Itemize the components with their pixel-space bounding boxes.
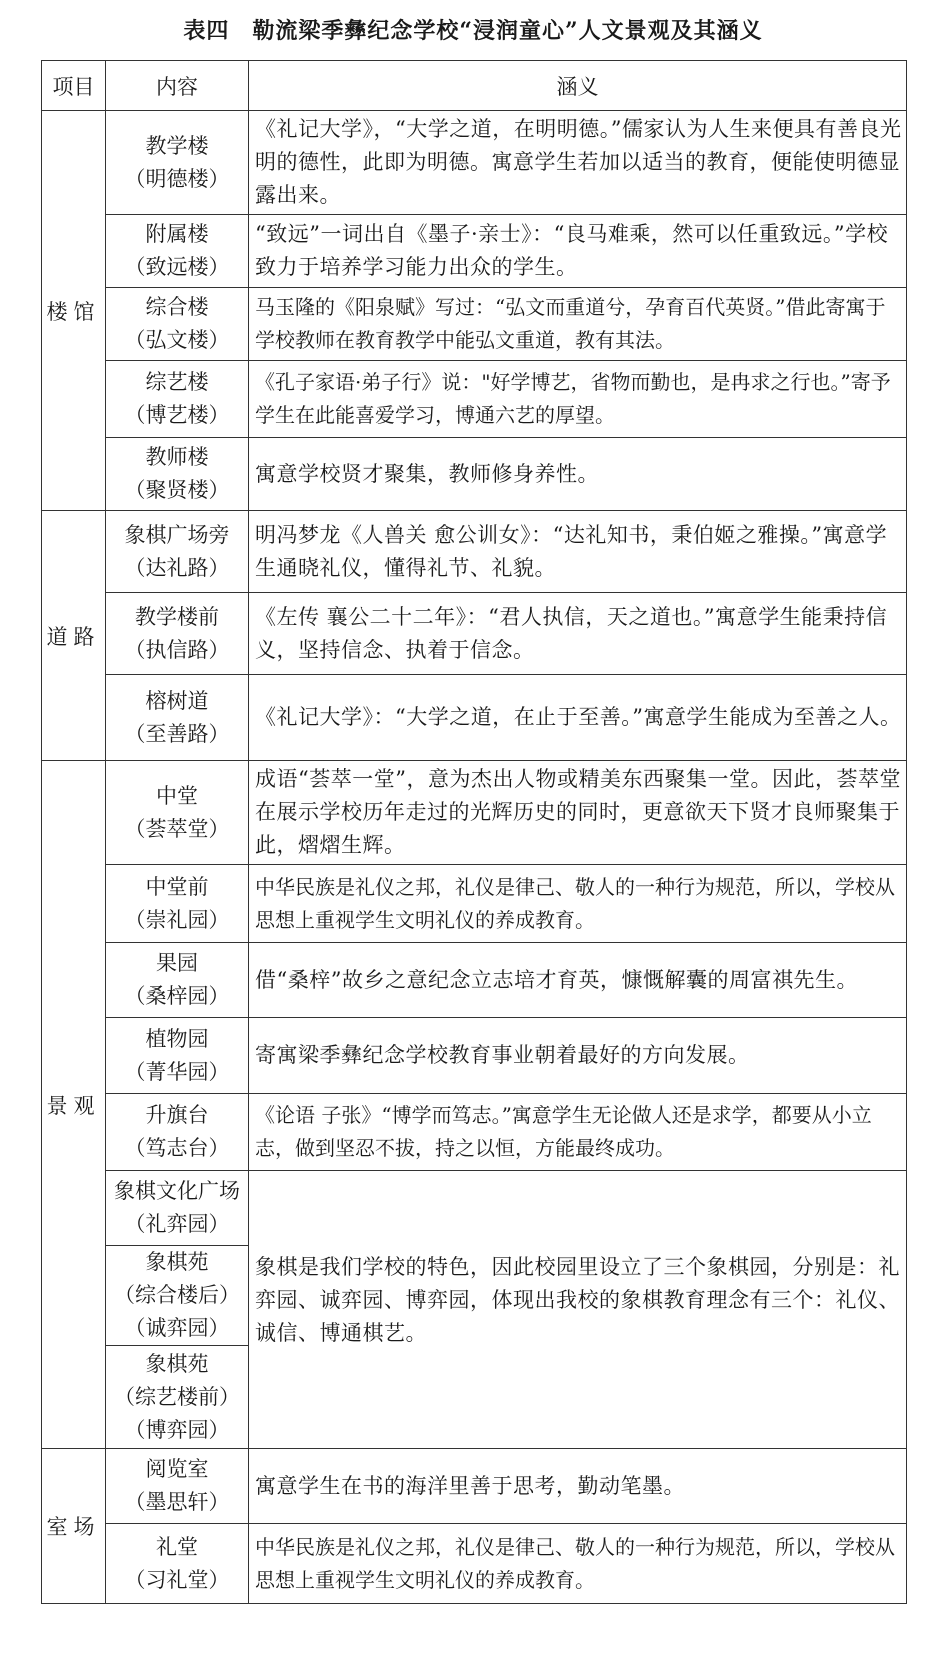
table-row bbox=[42, 1094, 907, 1171]
meaning-cell: 《礼记大学》：“大学之道，在止于至善。”寓意学生能成为至善之人。 bbox=[249, 675, 907, 761]
table-row bbox=[42, 438, 907, 511]
table-row bbox=[42, 361, 907, 438]
table-row bbox=[42, 511, 907, 593]
category-cell: 楼馆 bbox=[42, 111, 106, 511]
meaning-cell: “致远”一词出自《墨子·亲士》：“良马难乘，然可以任重致远。”学校致力于培养学习能力出众的学生。 bbox=[249, 215, 907, 288]
header-row bbox=[42, 61, 907, 111]
item-cell: 综艺楼 （博艺楼） bbox=[106, 361, 249, 438]
meaning-cell: 《论语 子张》“博学而笃志。”寓意学生无论做人还是求学，都要从小立志，做到坚忍不拔，持之以恒，方能最终成功。 bbox=[249, 1094, 907, 1171]
header-meaning: 涵义 bbox=[249, 61, 907, 111]
item-cell: 象棋文化广场 （礼弈园） bbox=[106, 1171, 249, 1246]
meaning-cell: 借“桑梓”故乡之意纪念立志培才育英，慷慨解囊的周富祺先生。 bbox=[249, 943, 907, 1018]
meaning-cell: 寓意学生在书的海洋里善于思考，勤动笔墨。 bbox=[249, 1449, 907, 1524]
header-category: 项目 bbox=[42, 61, 106, 111]
item-cell: 中堂前 （崇礼园） bbox=[106, 865, 249, 943]
item-cell: 植物园 （菁华园） bbox=[106, 1018, 249, 1094]
item-cell: 礼堂 （习礼堂） bbox=[106, 1524, 249, 1604]
meaning-cell: 象棋是我们学校的特色，因此校园里设立了三个象棋园，分别是：礼弈园、诚弈园、博弈园，体现出我校的象棋教育理念有三个：礼仪、诚信、博通棋艺。 bbox=[249, 1171, 907, 1449]
table-row bbox=[42, 761, 907, 865]
meaning-cell: 《左传 襄公二十二年》：“君人执信，天之道也。”寓意学生能秉持信义，坚持信念、执着于信念。 bbox=[249, 593, 907, 675]
category-cell: 道路 bbox=[42, 511, 106, 761]
table-row bbox=[42, 215, 907, 288]
item-cell: 教学楼 （明德楼） bbox=[106, 111, 249, 215]
landscape-table bbox=[41, 60, 907, 1604]
item-cell: 附属楼 （致远楼） bbox=[106, 215, 249, 288]
item-cell: 阅览室 （墨思轩） bbox=[106, 1449, 249, 1524]
table-row bbox=[42, 1018, 907, 1094]
meaning-cell: 《孔子家语·弟子行》说："好学博艺，省物而勤也，是冉求之行也。”寄予学生在此能喜爱学习，博通六艺的厚望。 bbox=[249, 361, 907, 438]
category-cell: 室场 bbox=[42, 1449, 106, 1604]
meaning-cell: 中华民族是礼仪之邦，礼仪是律己、敬人的一种行为规范，所以，学校从思想上重视学生文明礼仪的养成教育。 bbox=[249, 1524, 907, 1604]
meaning-cell: 马玉隆的《阳泉赋》写过：“弘文而重道兮，孕育百代英贤。”借此寄寓于学校教师在教育教学中能弘文重道，教有其法。 bbox=[249, 288, 907, 361]
header-content: 内容 bbox=[106, 61, 249, 111]
table-row bbox=[42, 1171, 907, 1246]
table-row bbox=[42, 1449, 907, 1524]
item-cell: 升旗台 （笃志台） bbox=[106, 1094, 249, 1171]
meaning-cell: 寓意学校贤才聚集，教师修身养性。 bbox=[249, 438, 907, 511]
item-cell: 象棋苑 （综艺楼前） （博弈园） bbox=[106, 1346, 249, 1449]
item-cell: 教师楼 （聚贤楼） bbox=[106, 438, 249, 511]
item-cell: 象棋苑 （综合楼后） （诚弈园） bbox=[106, 1246, 249, 1346]
meaning-cell: 成语“荟萃一堂”，意为杰出人物或精美东西聚集一堂。因此，荟萃堂在展示学校历年走过的光辉历史的同时，更意欲天下贤才良师聚集于此，熠熠生辉。 bbox=[249, 761, 907, 865]
item-cell: 教学楼前 （执信路） bbox=[106, 593, 249, 675]
table-row bbox=[42, 111, 907, 215]
table-row bbox=[42, 865, 907, 943]
item-cell: 中堂 （荟萃堂） bbox=[106, 761, 249, 865]
meaning-cell: 明冯梦龙《人兽关 愈公训女》：“达礼知书，秉伯姬之雅操。”寓意学生通晓礼仪，懂得礼节、礼貌。 bbox=[249, 511, 907, 593]
table-title: 表四 勒流梁季彝纪念学校“浸润童心”人文景观及其涵义 bbox=[183, 18, 763, 44]
item-cell: 象棋广场旁 （达礼路） bbox=[106, 511, 249, 593]
item-cell: 榕树道 （至善路） bbox=[106, 675, 249, 761]
item-cell: 果园 （桑梓园） bbox=[106, 943, 249, 1018]
table-row bbox=[42, 288, 907, 361]
meaning-cell: 中华民族是礼仪之邦，礼仪是律己、敬人的一种行为规范，所以，学校从思想上重视学生文明礼仪的养成教育。 bbox=[249, 865, 907, 943]
table-row bbox=[42, 593, 907, 675]
meaning-cell: 《礼记大学》，“大学之道，在明明德。”儒家认为人生来便具有善良光明的德性，此即为明德。寓意学生若加以适当的教育，便能使明德显露出来。 bbox=[249, 111, 907, 215]
meaning-cell: 寄寓梁季彝纪念学校教育事业朝着最好的方向发展。 bbox=[249, 1018, 907, 1094]
category-cell: 景观 bbox=[42, 761, 106, 1449]
table-row bbox=[42, 675, 907, 761]
table-row bbox=[42, 1524, 907, 1604]
table-row bbox=[42, 943, 907, 1018]
item-cell: 综合楼 （弘文楼） bbox=[106, 288, 249, 361]
